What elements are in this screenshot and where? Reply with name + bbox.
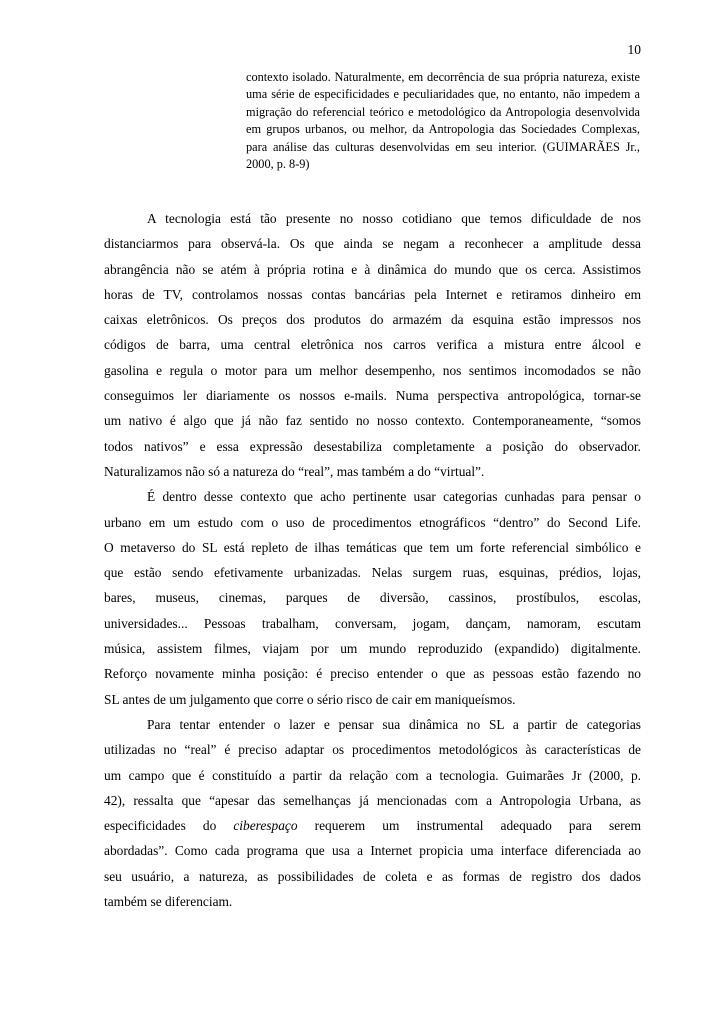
- text-line: horas de TV, controlamos nossas contas bancárias pela Internet e retiramos dinheiro em: [104, 286, 641, 302]
- text-line: caixas eletrônicos. Os preços dos produtos do armazém da esquina estão impressos nos: [104, 312, 641, 328]
- page-number: 10: [627, 42, 641, 57]
- text-line: É dentro desse contexto que acho pertinente usar categorias cunhadas para pensar o: [147, 489, 641, 505]
- body-text: [104, 206, 641, 914]
- text-line: todos nativos” e essa expressão desestabiliza completamente a posição do observador.: [104, 438, 641, 454]
- text-line: SL antes de um julgamento que corre o sério risco de cair em maniqueísmos.: [104, 691, 516, 707]
- text-line: seu usuário, a natureza, as possibilidades de coleta e as formas de registro dos dados: [104, 868, 641, 884]
- text-line: gasolina e regula o motor para um melhor desempenho, nos sentimos incomodados se não: [104, 362, 641, 378]
- text-line: também se diferenciam.: [104, 894, 233, 910]
- line-tail: requerem um instrumental adequado para serem: [297, 818, 642, 834]
- text-line: conseguimos ler diariamente os nossos e-mails. Numa perspectiva antropológica, tornar-se: [104, 388, 641, 404]
- paragraph-1: [104, 206, 641, 484]
- text-line: Naturalizamos não só a natureza do “real”, mas também a do “virtual”.: [104, 463, 485, 479]
- text-line: universidades... Pessoas trabalham, conversam, jogam, dançam, namoram, escutam: [104, 615, 641, 631]
- text-line: utilizadas no “real” é preciso adaptar os procedimentos metodológicos às características de: [104, 742, 641, 758]
- text-line: música, assistem filmes, viajam por um mundo reproduzido (expandido) digitalmente.: [104, 641, 641, 657]
- text-line: Para tentar entender o lazer e pensar sua dinâmica no SL a partir de categorias: [147, 716, 641, 732]
- text-line-emphasis: [104, 813, 641, 838]
- paragraph-2: [104, 484, 641, 712]
- block-quote: contexto isolado. Naturalmente, em decorrência de sua própria natureza, existe uma série de especificidades e peculiaridades que, no entanto, não impedem a migração do referencial teórico e metodológico da Antropologia desenvolvida em grupos urbanos, ou melhor, da Antropologia das Sociedades Complexas, para análise das culturas desenvolvidas em seu interior. (GUIMARÃES Jr., 2000, p. 8-9): [246, 70, 640, 172]
- text-line: abordadas”. Como cada programa que usa a Internet propicia uma interface diferenciada ao: [104, 843, 641, 859]
- text-line: um campo que é constituído a partir da relação com a tecnologia. Guimarães Jr (2000, p.: [104, 767, 641, 783]
- text-line: abrangência não se atém à própria rotina e à dinâmica do mundo que os cerca. Assistimos: [104, 261, 641, 277]
- text-line: A tecnologia está tão presente no nosso cotidiano que temos dificuldade de nos: [147, 211, 641, 226]
- text-line: que estão sendo efetivamente urbanizadas. Nelas surgem ruas, esquinas, prédios, lojas,: [104, 565, 641, 581]
- text-line: distanciarmos para observá-la. Os que ainda se negam a reconhecer a amplitude dessa: [104, 236, 641, 252]
- text-line: 42), ressalta que “apesar das semelhanças já mencionadas com a Antropologia Urbana, as: [104, 792, 641, 808]
- text-line: Reforço novamente minha posição: é preciso entender o que as pessoas estão fazendo no: [104, 666, 641, 682]
- text-line: O metaverso do SL está repleto de ilhas temáticas que tem um forte referencial simbólico e: [104, 539, 641, 555]
- line-head: especificidades do: [104, 818, 234, 834]
- paragraph-3: [104, 712, 641, 914]
- text-line: códigos de barra, uma central eletrônica nos carros verifica a mistura entre álcool e: [104, 337, 641, 353]
- emphasis-ciberespaco: ciberespaço: [233, 818, 298, 834]
- text-line: bares, museus, cinemas, parques de diversão, cassinos, prostíbulos, escolas,: [104, 590, 641, 606]
- text-line: urbano em um estudo com o uso de procedimentos etnográficos “dentro” do Second Life.: [104, 514, 641, 530]
- text-line: um nativo é algo que já não faz sentido no nosso contexto. Contemporaneamente, “somos: [104, 413, 641, 429]
